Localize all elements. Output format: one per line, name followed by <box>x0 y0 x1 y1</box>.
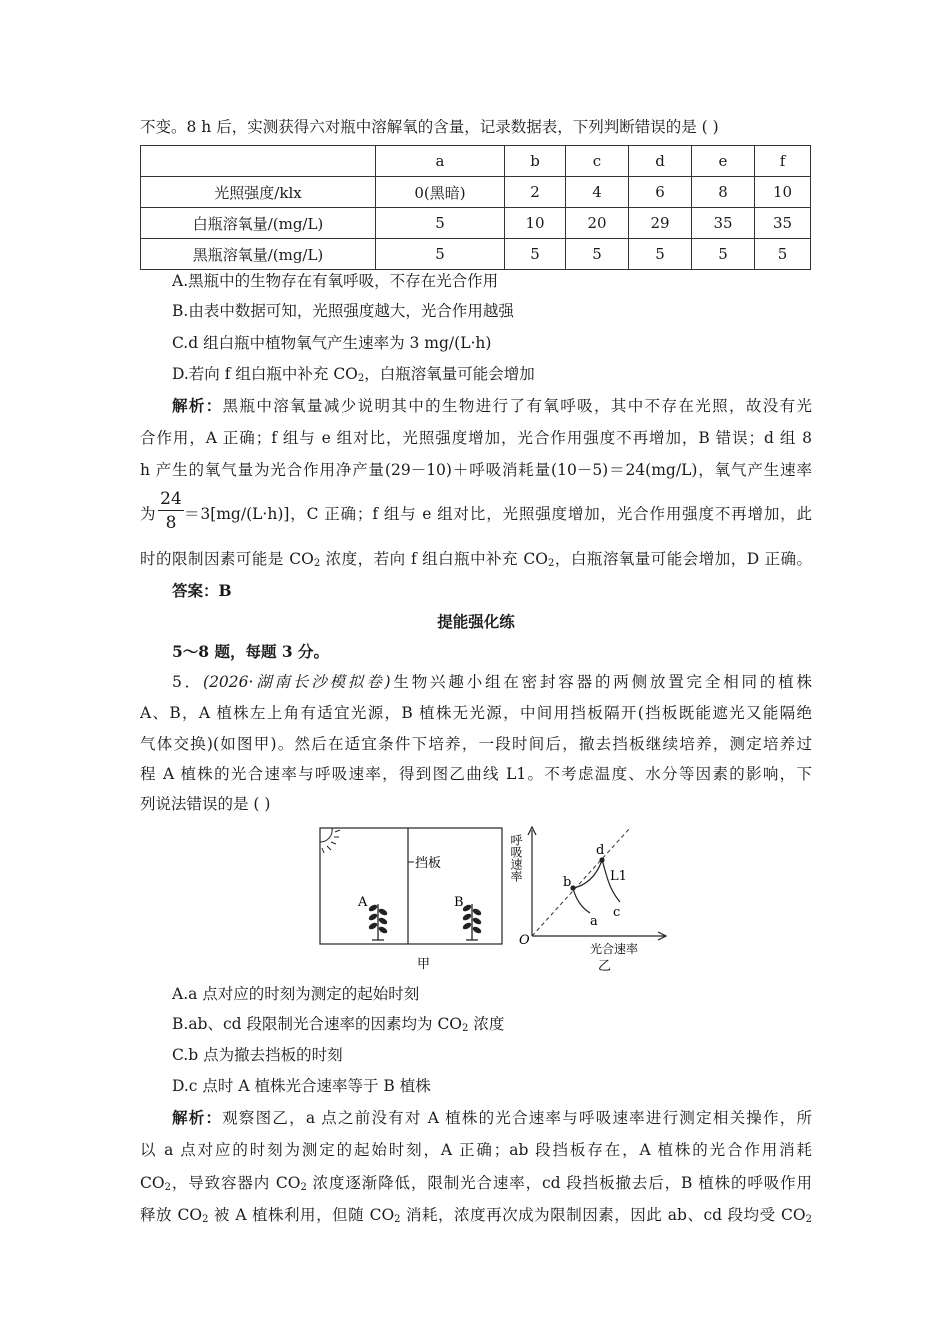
x-axis-label: 光合速率 <box>590 942 639 956</box>
subscript: 2 <box>357 373 365 384</box>
point-b-label: b <box>563 875 572 890</box>
table-cell: 35 <box>692 208 755 239</box>
q5-stem-line-2: A、B，A 植株左上角有适宜光源，B 植株无光源，中间用挡板隔开(挡板既能遮光又能隔绝 <box>140 704 812 722</box>
q5-analysis-line-1 <box>172 1108 812 1128</box>
text-run: D.若向 f 组白瓶中补充 CO <box>172 365 358 383</box>
q4-analysis-line-3: h 产生的氧气量为光合作用净产量(29－10)＋呼吸消耗量(10－5)＝24(mg/L)，氧气产生速率 <box>140 461 812 479</box>
question-source: (2026·湖南长沙模拟卷) <box>203 673 391 691</box>
table-header-row <box>141 146 811 177</box>
q4-analysis-line-5 <box>140 549 812 569</box>
table-cell: 2 <box>505 177 566 208</box>
fraction <box>158 489 184 533</box>
oxygen-data-table <box>140 145 811 270</box>
q5-analysis-line-4 <box>140 1205 812 1225</box>
table-row <box>141 208 811 239</box>
table-cell: 0(黑暗) <box>376 177 505 208</box>
q5-stem-line-5: 列说法错误的是 ( ) <box>140 795 271 813</box>
subscript: 2 <box>805 1214 812 1225</box>
point-d-label: d <box>596 843 605 858</box>
table-cell: 5 <box>629 239 692 270</box>
table-cell: 5 <box>505 239 566 270</box>
y-axis-label <box>509 834 523 882</box>
q4-answer: 答案：B <box>172 581 232 600</box>
table-cell: 10 <box>755 177 811 208</box>
table-cell: 8 <box>692 177 755 208</box>
text-run: ，白瓶溶氧量可能会增加 <box>364 365 535 383</box>
q4-option-b: B.由表中数据可知，光照强度越大，光合作用越强 <box>172 302 514 320</box>
text-run: ，白瓶溶氧量可能会增加，D 正确。 <box>554 550 813 568</box>
text-run: 黑瓶中溶氧量减少说明其中的生物进行了有氧呼吸，其中不存在光照，故没有光 <box>222 397 812 415</box>
text-run: 时的限制因素可能是 CO <box>140 550 314 568</box>
subscript: 2 <box>548 558 555 569</box>
text-run: 消耗，浓度再次成为限制因素，因此 ab、cd 段均受 CO <box>400 1206 806 1224</box>
q4-analysis-line-1 <box>172 396 812 416</box>
text-run: CO <box>140 1174 165 1192</box>
question-4-stem-tail: 不变。8 h 后，实测获得六对瓶中溶解氧的含量，记录数据表，下列判断错误的是 ( ) <box>140 118 719 136</box>
plant-b-icon <box>463 904 482 940</box>
question-number: 5． <box>172 673 204 691</box>
fraction-numerator: 24 <box>158 489 184 511</box>
q4-analysis-line-2: 合作用，A 正确；f 组与 e 组对比，光照强度增加，光合作用强度不再增加，B 错误；d 组 8 <box>140 429 812 447</box>
subscript: 2 <box>300 1182 307 1193</box>
table-cell: 5 <box>755 239 811 270</box>
sun-icon <box>320 828 340 853</box>
text-run: ，导致容器内 CO <box>170 1174 301 1192</box>
q5-analysis-line-3 <box>140 1173 812 1193</box>
section-title: 提能强化练 <box>437 612 515 631</box>
subscript: 2 <box>202 1214 209 1225</box>
text-run: 生物兴趣小组在密封容器的两侧放置完全相同的植株 <box>390 673 812 691</box>
table-cell: e <box>692 146 755 177</box>
plant-a-label: A <box>358 895 368 910</box>
subscript: 2 <box>313 558 321 569</box>
q4-analysis-line-4-pre: 为 <box>140 505 156 523</box>
table-cell: 白瓶溶氧量/(mg/L) <box>141 208 376 239</box>
table-cell: 5 <box>376 208 505 239</box>
text-run: 浓度，若向 f 组白瓶中补充 CO <box>320 550 549 568</box>
q5-option-d: D.c 点时 A 植株光合速率等于 B 植株 <box>172 1077 431 1095</box>
y-axis-label-text: 呼吸速率 <box>509 834 523 882</box>
plant-a-icon <box>369 904 388 940</box>
text-run: 观察图乙，a 点之前没有对 A 植株的光合速率与呼吸速率进行测定相关操作，所 <box>222 1109 812 1127</box>
q5-stem-line-1 <box>172 672 812 692</box>
point-c-label: c <box>613 905 621 920</box>
text-run: 被 A 植株利用，但随 CO <box>208 1206 395 1224</box>
plant-b-label: B <box>454 895 464 910</box>
subscript: 2 <box>462 1023 469 1034</box>
q5-analysis-line-2: 以 a 点对应的时刻为测定的起始时刻，A 正确；ab 段挡板存在，A 植株的光合作用消耗 <box>140 1141 812 1159</box>
text-run: 浓度 <box>468 1015 505 1033</box>
q4-option-a: A.黑瓶中的生物存在有氧呼吸，不存在光合作用 <box>172 272 499 290</box>
table-cell: c <box>566 146 629 177</box>
q4-option-c: C.d 组白瓶中植物氧气产生速率为 3 mg/(L·h) <box>172 334 492 352</box>
table-cell <box>141 146 376 177</box>
table-cell: 20 <box>566 208 629 239</box>
text-run: 浓度逐渐降低，限制光合速率，cd 段挡板撤去后，B 植株的呼吸作用 <box>306 1174 812 1192</box>
q5-stem-line-4: 程 A 植株的光合速率与呼吸速率，得到图乙曲线 L1。不考虑温度、水分等因素的影响，下 <box>140 765 812 783</box>
table-cell: 10 <box>505 208 566 239</box>
table-row <box>141 239 811 270</box>
table-cell: 黑瓶溶氧量/(mg/L) <box>141 239 376 270</box>
table-cell: 35 <box>755 208 811 239</box>
point-d <box>599 857 604 862</box>
point-a-label: a <box>590 914 598 929</box>
q5-stem-line-3: 气体交换)(如图甲)。然后在适宜条件下培养，一段时间后，撤去挡板继续培养，测定培养过 <box>140 735 812 753</box>
subscript: 2 <box>164 1182 171 1193</box>
analysis-label: 解析： <box>172 396 223 415</box>
curve-label: L1 <box>610 869 627 884</box>
table-cell: a <box>376 146 505 177</box>
q4-analysis-line-4: ＝3[mg/(L·h)]，C 正确；f 组与 e 组对比，光照强度增加，光合作用强度不再增加，此 <box>184 505 812 523</box>
table-cell: b <box>505 146 566 177</box>
table-cell: 5 <box>376 239 505 270</box>
table-cell: f <box>755 146 811 177</box>
fraction-denominator: 8 <box>165 513 177 533</box>
board-label: 挡板 <box>415 856 442 871</box>
table-cell: 29 <box>629 208 692 239</box>
q5-option-b <box>172 1014 812 1034</box>
q5-option-a: A.a 点对应的时刻为测定的起始时刻 <box>172 985 420 1003</box>
subscript: 2 <box>394 1214 401 1225</box>
origin-label: O <box>519 933 530 948</box>
table-cell: d <box>629 146 692 177</box>
table-row <box>141 177 811 208</box>
q4-option-d <box>172 364 812 384</box>
text-run: B.ab、cd 段限制光合速率的因素均为 CO <box>172 1015 463 1033</box>
caption-yi: 乙 <box>598 959 612 974</box>
caption-jia: 甲 <box>417 957 431 972</box>
section-note: 5～8 题，每题 3 分。 <box>172 642 330 661</box>
table-cell: 光照强度/klx <box>141 177 376 208</box>
text-run: 释放 CO <box>140 1206 203 1224</box>
table-cell: 6 <box>629 177 692 208</box>
analysis-label: 解析： <box>172 1108 223 1127</box>
table-cell: 4 <box>566 177 629 208</box>
q5-option-c: C.b 点为撤去挡板的时刻 <box>172 1046 343 1064</box>
table-cell: 5 <box>692 239 755 270</box>
experiment-figure <box>300 820 680 978</box>
table-cell: 5 <box>566 239 629 270</box>
